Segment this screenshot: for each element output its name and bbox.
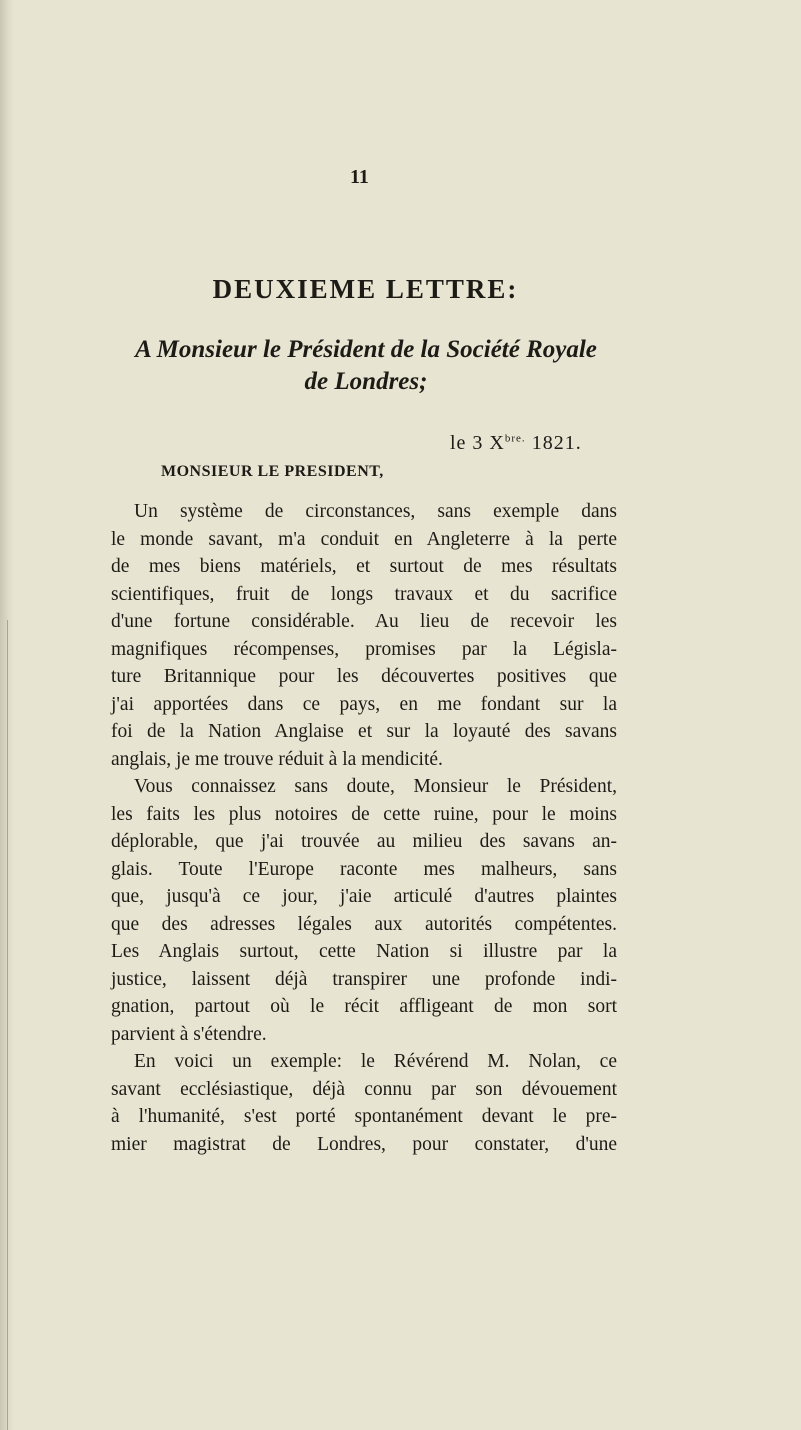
text-line: parvient à s'étendre.: [111, 1023, 267, 1045]
text-line: magnifiques récompenses, promises par la Législa-: [111, 638, 617, 660]
text-line: mier magistrat de Londres, pour constater, d'une: [111, 1133, 617, 1155]
page-number: 11: [350, 166, 369, 188]
text-line: ture Britannique pour les découvertes positives que: [111, 666, 617, 687]
date-superscript: bre.: [504, 432, 526, 445]
address-line-2: de Londres;: [304, 368, 428, 395]
text-line: le monde savant, m'a conduit en Angleterre à la perte: [111, 528, 617, 550]
text-line: justice, laissent déjà transpirer une profonde indi-: [111, 968, 617, 990]
letter-title-text: DEUXIEME LETTRE:: [212, 274, 519, 304]
text-line: anglais, je me trouve réduit à la mendicité.: [111, 748, 443, 770]
text-line: foi de la Nation Anglaise et sur la loyauté des savans: [111, 721, 617, 742]
text-line: glais. Toute l'Europe raconte mes malheurs, sans: [111, 858, 617, 880]
page-edge-line: [7, 620, 8, 1430]
text-line: Les Anglais surtout, cette Nation si illustre par la: [111, 941, 617, 962]
text-line: Vous connaissez sans doute, Monsieur le Président,: [134, 776, 617, 797]
text-line: que, jusqu'à ce jour, j'aie articulé d'autres plaintes: [111, 886, 617, 907]
text-line: savant ecclésiastique, déjà connu par son dévouement: [111, 1078, 617, 1100]
text-line: scientifiques, fruit de longs travaux et du sacrifice: [111, 583, 617, 605]
letter-date: [450, 432, 582, 455]
text-line: que des adresses légales aux autorités compétentes.: [111, 913, 617, 935]
text-line: En voici un exemple: le Révérend M. Nolan, ce: [134, 1051, 617, 1072]
salutation: MONSIEUR LE PRESIDENT,: [161, 463, 384, 480]
text-line: de mes biens matériels, et surtout de mes résultats: [111, 556, 617, 577]
text-line: j'ai apportées dans ce pays, en me fondant sur la: [111, 693, 617, 715]
text-line: déplorable, que j'ai trouvée au milieu des savans an-: [111, 831, 617, 852]
text-line: à l'humanité, s'est porté spontanément devant le pre-: [111, 1106, 617, 1127]
date-prefix: le 3 X: [450, 432, 505, 454]
letter-title: [0, 274, 801, 305]
letter-body: [111, 498, 617, 1158]
text-line: les faits les plus notoires de cette ruine, pour le moins: [111, 803, 617, 825]
text-line: d'une fortune considérable. Au lieu de recevoir les: [111, 611, 617, 632]
date-year: 1821.: [531, 432, 582, 454]
address-line-1: A Monsieur le Président de la Société Royale: [135, 336, 597, 363]
text-line: gnation, partout où le récit affligeant de mon sort: [111, 996, 617, 1017]
text-line: Un système de circonstances, sans exemple dans: [134, 501, 617, 522]
